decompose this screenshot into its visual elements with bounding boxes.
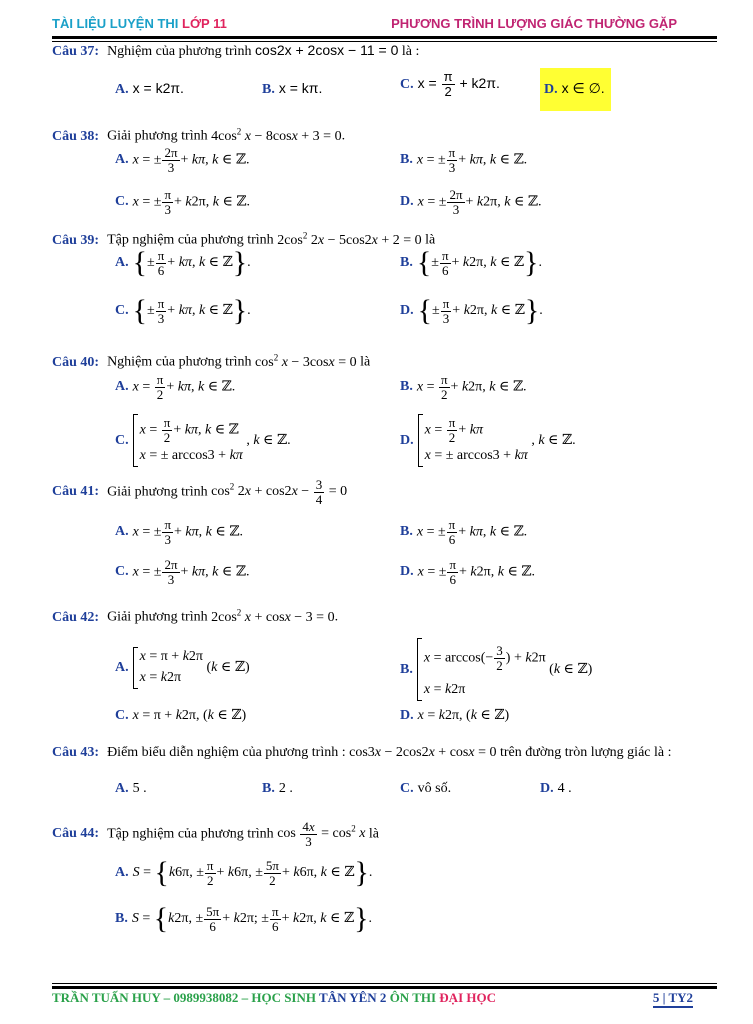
q40-option-d[interactable]: D. x = $\frac{\pi}{2}$ + kπ x = ± arccos3 + kπ , k ∈ ℤ. [400,414,576,467]
q40-option-c[interactable]: C. x = $\frac{\pi}{2}$ + kπ, k ∈ ℤ x = ± arccos3 + kπ , k ∈ ℤ. [115,414,291,467]
question-43: Câu 43: Điểm biểu diễn nghiệm của phương trình : cos3x − 2cos2x + cosx = 0 trên đường tròn lượng giác là : [52,745,672,760]
q42-option-d[interactable]: D. x = k2π, (k ∈ ℤ) [400,708,510,723]
q40-option-b[interactable]: B. x = $\frac{\pi}{2}$ + k2π, k ∈ ℤ. [400,372,527,402]
q38-option-c[interactable]: C. x = ± $\frac{\pi}{3}$ + k2π, k ∈ ℤ. [115,187,251,217]
page-header [52,16,717,36]
q37-option-c[interactable]: C. x = $\frac{\pi}{2}$ + k2π. [400,69,500,99]
header-title-left: TÀI LIỆU LUYỆN THI LỚP 11 [52,16,227,31]
q43-option-b[interactable]: B. 2 . [262,781,293,796]
q38-option-b[interactable]: B. x = ± $\frac{\pi}{3}$ + kπ, k ∈ ℤ. [400,145,528,175]
q41-option-d[interactable]: D. x = ± $\frac{\pi}{6}$ + k2π, k ∈ ℤ. [400,557,536,587]
q40-option-a[interactable]: A. x = $\frac{\pi}{2}$ + kπ, k ∈ ℤ. [115,372,236,402]
q43-option-c[interactable]: C. vô số. [400,781,452,796]
q37-option-a[interactable]: A. x = k2π. [115,80,184,97]
footer-rule-thin [52,983,717,984]
q42-option-c[interactable]: C. x = π + k2π, (k ∈ ℤ) [115,708,247,723]
q37-option-d[interactable]: D. x ∈ ∅. [540,80,611,98]
question-41: Câu 41: Giải phương trình $\cos^2 2x + \cos 2x$ − $\frac{3}{4}$ = 0 [52,477,348,507]
page-number: 5 | TY2 [653,990,693,1008]
question-39: Câu 39: Tập nghiệm của phương trình $2\cos^2$ 2x − 5cos2x + 2 = 0 là [52,230,436,248]
header-title-right: PHƯƠNG TRÌNH LƯỢNG GIÁC THƯỜNG GẶP [391,16,677,31]
question-44: Câu 44: Tập nghiệm của phương trình cos $\frac{4x}{3}$ = $\cos^2 x$ là [52,819,380,849]
header-rule [52,36,717,39]
footer-rule [52,986,717,989]
q41-option-b[interactable]: B. x = ± $\frac{\pi}{6}$ + kπ, k ∈ ℤ. [400,517,528,547]
question-40: Câu 40: Nghiệm của phương trình $\cos^2 x - 3\cos x = 0$ là [52,352,371,370]
q39-option-c[interactable]: C. {± $\frac{\pi}{3}$ + kπ, k ∈ ℤ}. [115,294,251,327]
q38-option-d[interactable]: D. x = ± $\frac{2\pi}{3}$ + k2π, k ∈ ℤ. [400,187,542,217]
question-42: Câu 42: Giải phương trình $2\cos^2$ x + cosx − 3 = 0. [52,607,339,625]
q42-option-a[interactable]: A. x = π + k2π x = k2π (k ∈ ℤ) [115,647,250,689]
question-37: Câu 37: Nghiệm của phương trình cos2x + 2cosx − 11 = 0 là : [52,42,420,59]
q39-option-d[interactable]: D. {± $\frac{\pi}{3}$ + k2π, k ∈ ℤ}. [400,294,543,327]
q43-option-d[interactable]: D. 4 . [540,781,572,796]
question-38: Câu 38: Giải phương trình $4\cos^2$ x − 8cosx + 3 = 0. [52,126,346,144]
q43-option-a[interactable]: A. 5 . [115,781,147,796]
q42-option-b[interactable]: B. x = arccos(− $\frac{3}{2}$ ) + k2π x = k2π (k ∈ ℤ) [400,638,592,701]
q39-option-a[interactable]: A. {± $\frac{\pi}{6}$ + kπ, k ∈ ℤ}. [115,246,251,279]
q37-option-b[interactable]: B. x = kπ. [262,80,323,97]
q41-option-a[interactable]: A. x = ± $\frac{\pi}{3}$ + kπ, k ∈ ℤ. [115,517,243,547]
footer-author: TRẦN TUẤN HUY – 0989938082 – HỌC SINH TÂN YÊN 2 ÔN THI ĐẠI HỌC [52,990,496,1005]
q39-option-b[interactable]: B. {± $\frac{\pi}{6}$ + k2π, k ∈ ℤ}. [400,246,542,279]
q44-option-b[interactable]: B. S = {k2π, ± $\frac{5\pi}{6}$ + k2π; ± $\frac{\pi}{6}$ + k2π, k ∈ ℤ}. [115,902,372,935]
q38-option-a[interactable]: A. x = ± $\frac{2\pi}{3}$ + kπ, k ∈ ℤ. [115,145,250,175]
q44-option-a[interactable]: A. S = {k6π, ± $\frac{\pi}{2}$ + k6π, ± $\frac{5\pi}{2}$ + k6π, k ∈ ℤ}. [115,856,373,889]
q41-option-c[interactable]: C. x = ± $\frac{2\pi}{3}$ + kπ, k ∈ ℤ. [115,557,250,587]
